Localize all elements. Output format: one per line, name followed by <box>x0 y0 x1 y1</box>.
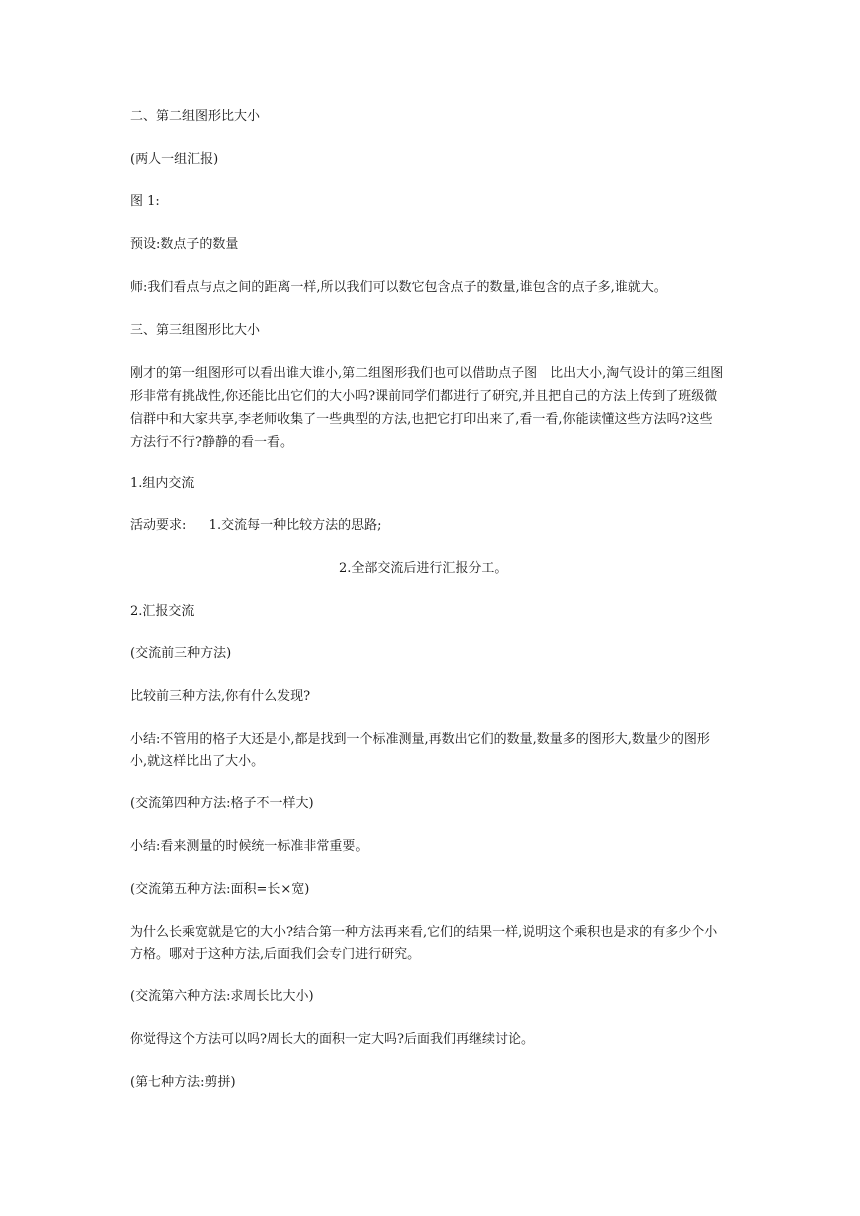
seventh-method-note: (第七种方法:剪拼) <box>130 1075 236 1090</box>
first-three-methods-note: (交流前三种方法) <box>130 646 232 661</box>
activity-label: 活动要求: <box>130 518 187 533</box>
intro-paragraph-line-3: 信群中和大家共享,李老师收集了一些典型的方法,也把它打印出来了,看一看,你能读懂这些方法吗?这些 <box>130 412 713 427</box>
perimeter-question: 你觉得这个方法可以吗?周长大的面积一定大吗?后面我们再继续讨论。 <box>130 1032 534 1047</box>
activity-requirement-1: 1.交流每一种比较方法的思路; <box>208 518 382 533</box>
report-exchange-heading: 2.汇报交流 <box>130 604 195 619</box>
intro-paragraph-line-1: 刚才的第一组图形可以看出谁大谁小,第二组图形我们也可以借助点子图 比出大小,淘气设计的第三组图 <box>130 366 724 381</box>
teacher-note: 师:我们看点与点之间的距离一样,所以我们可以数它包含点子的数量,谁包含的点子多,谁就大。 <box>130 280 667 295</box>
fourth-method-note: (交流第四种方法:格子不一样大) <box>130 796 314 811</box>
intro-paragraph-line-4: 方法行不行?静静的看一看。 <box>130 435 293 450</box>
summary1-line-1: 小结:不管用的格子大还是小,都是找到一个标准测量,再数出它们的数量,数量多的图形大,数量少的图形 <box>130 732 710 747</box>
pair-report-note: (两人一组汇报) <box>130 152 219 167</box>
summary2: 小结:看来测量的时候统一标准非常重要。 <box>130 839 369 854</box>
activity-requirements <box>130 515 730 536</box>
figure1-label: 图 1: <box>130 194 160 209</box>
fifth-method-note: (交流第五种方法:面积=长×宽) <box>130 882 310 897</box>
why-paragraph-line-1: 为什么长乘宽就是它的大小?结合第一种方法再来看,它们的结果一样,说明这个乘积也是求的有多少个小 <box>130 925 718 940</box>
preset-count: 预设:数点子的数量 <box>130 237 239 252</box>
sixth-method-note: (交流第六种方法:求周长比大小) <box>130 989 314 1004</box>
activity-requirement-2: 2.全部交流后进行汇报分工。 <box>339 561 508 576</box>
section3-heading: 三、第三组图形比大小 <box>130 323 261 338</box>
summary1-line-2: 小,就这样比出了大小。 <box>130 754 265 769</box>
section2-heading: 二、第二组图形比大小 <box>130 109 261 124</box>
intro-paragraph-line-2: 形非常有挑战性,你还能比出它们的大小吗?课前同学们都进行了研究,并且把自己的方法上传到了班级微 <box>130 389 718 404</box>
why-paragraph-line-2: 方格。哪对于这种方法,后面我们会专门进行研究。 <box>130 947 421 962</box>
compare-question: 比较前三种方法,你有什么发现? <box>130 689 311 704</box>
group-exchange-heading: 1.组内交流 <box>130 476 195 491</box>
